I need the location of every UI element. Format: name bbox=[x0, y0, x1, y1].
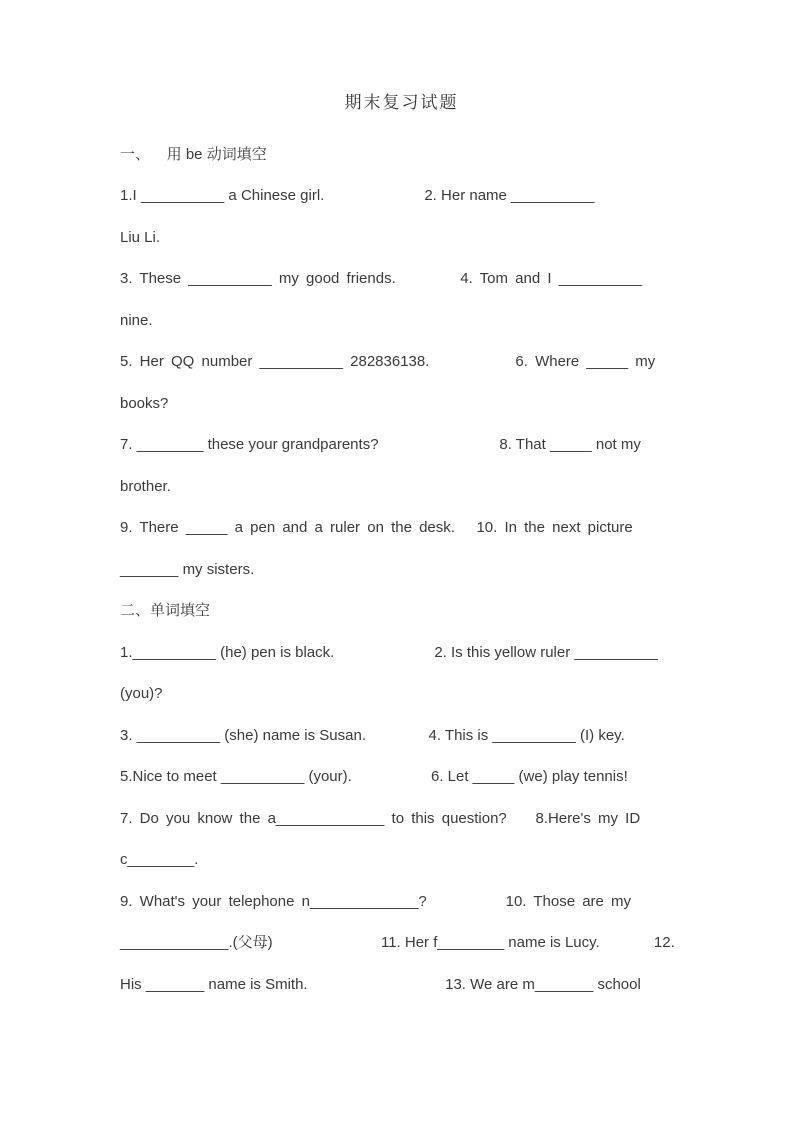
question-line: 5.Nice to meet __________ (your). 6. Let _____ (we) play tennis! bbox=[120, 768, 628, 785]
question-line: 7. ________ these your grandparents? 8. That _____ not my bbox=[120, 436, 641, 453]
question-line: His _______ name is Smith. 13. We are m_______ school bbox=[120, 975, 641, 993]
question-line: 5. Her QQ number __________ 282836138. 6. Where _____ my bbox=[120, 353, 656, 370]
section-word-fill bbox=[120, 590, 683, 1005]
question-line: books? bbox=[120, 394, 169, 412]
section-be-verbs bbox=[120, 134, 683, 591]
question-line: Liu Li. bbox=[120, 228, 161, 246]
question-line: brother. bbox=[120, 477, 171, 495]
question-line: 1.__________ (he) pen is black. 2. Is this yellow ruler __________ bbox=[120, 643, 658, 661]
section1-heading: 一、 用 be 动词填空 bbox=[120, 145, 267, 163]
question-line: c________. bbox=[120, 851, 199, 868]
question-line: 9. There _____ a pen and a ruler on the desk. 10. In the next picture bbox=[120, 519, 633, 536]
question-line: 1.I __________ a Chinese girl. 2. Her name __________ bbox=[120, 187, 595, 204]
doc-title: 期末复习试题 bbox=[344, 93, 459, 112]
question-line: 7. Do you know the a_____________ to this question? 8.Here's my ID bbox=[120, 809, 641, 827]
question-line: 3. These __________ my good friends. 4. Tom and I __________ bbox=[120, 270, 643, 287]
question-line: (you)? bbox=[120, 685, 163, 702]
section2-heading: 二、单词填空 bbox=[120, 602, 211, 619]
question-line: 9. What's your telephone n_____________? 10. Those are my bbox=[120, 892, 632, 910]
question-line: _____________.(父母) 11. Her f________ name is Lucy. 12. bbox=[120, 934, 675, 951]
question-line: 3. __________ (she) name is Susan. 4. This is __________ (I) key. bbox=[120, 726, 625, 744]
question-line: _______ my sisters. bbox=[120, 560, 255, 578]
question-line: nine. bbox=[120, 311, 153, 329]
